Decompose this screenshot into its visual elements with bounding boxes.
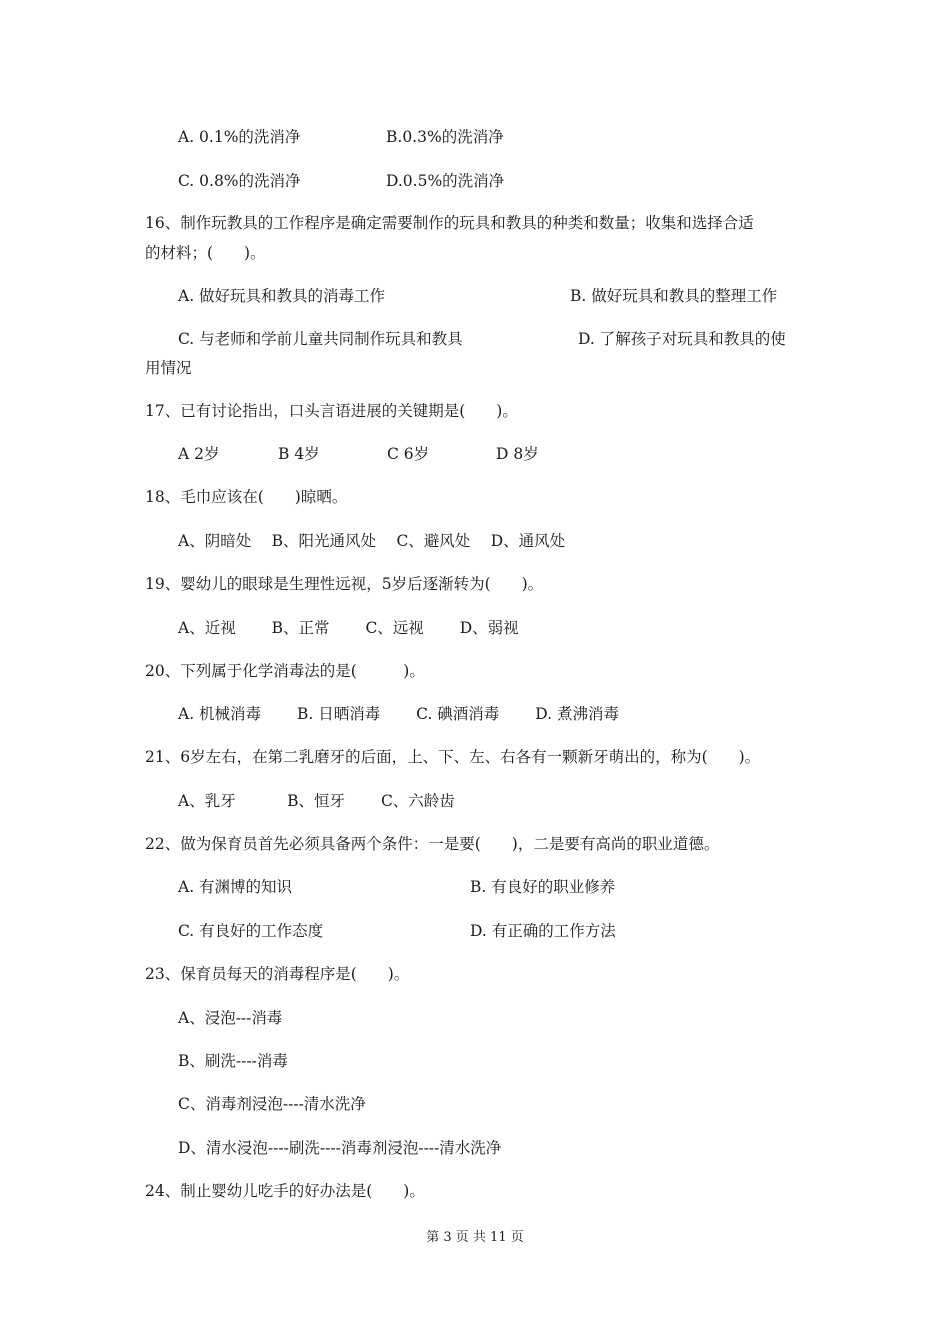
q15-option-c: C. 0.8%的洗消净: [178, 172, 301, 190]
q16-option-b: B. 做好玩具和教具的整理工作: [570, 287, 778, 305]
q23-option-d: D、清水浸泡----刷洗----消毒剂浸泡----清水洗净: [178, 1139, 502, 1157]
q16-option-d: D. 了解孩子对玩具和教具的使: [578, 330, 786, 348]
q19-text: 19、婴幼儿的眼球是生理性远视，5岁后逐渐转为( )。: [145, 575, 544, 593]
q21-text: 21、6岁左右，在第二乳磨牙的后面，上、下、左、右各有一颗新牙萌出的，称为( )。: [145, 748, 761, 766]
q18-text: 18、毛巾应该在( )晾晒。: [145, 488, 348, 506]
q17-option-a: A 2岁: [178, 445, 220, 463]
q17-option-d: D 8岁: [496, 445, 539, 463]
q23-option-b: B、刷洗----消毒: [178, 1052, 288, 1070]
q17-option-c: C 6岁: [387, 445, 430, 463]
q23-text: 23、保育员每天的消毒程序是( )。: [145, 965, 410, 983]
q18-options: A、阴暗处 B、阳光通风处 C、避风处 D、通风处: [178, 532, 566, 550]
q20-options: A. 机械消毒 B. 日晒消毒 C. 碘酒消毒 D. 煮沸消毒: [178, 705, 619, 723]
q16-text-line2: 的材料；( )。: [145, 244, 266, 262]
q19-options: A、近视 B、正常 C、远视 D、弱视: [178, 619, 519, 637]
q23-option-c: C、消毒剂浸泡----清水洗净: [178, 1095, 366, 1113]
q15-option-d: D.0.5%的洗消净: [386, 172, 505, 190]
q17-option-b: B 4岁: [278, 445, 320, 463]
q21-options: A、乳牙 B、恒牙 C、六龄齿: [178, 792, 455, 810]
q22-option-a: A. 有渊博的知识: [178, 878, 293, 896]
q16-option-d-continued: 用情况: [145, 359, 192, 377]
q24-text: 24、制止婴幼儿吃手的好办法是( )。: [145, 1182, 425, 1200]
q22-option-d: D. 有正确的工作方法: [470, 922, 616, 940]
q22-option-c: C. 有良好的工作态度: [178, 922, 324, 940]
q16-text-line1: 16、制作玩教具的工作程序是确定需要制作的玩具和教具的种类和数量；收集和选择合适: [145, 214, 754, 232]
page-footer: 第 3 页 共 11 页: [426, 1230, 524, 1245]
q20-text: 20、下列属于化学消毒法的是( )。: [145, 662, 425, 680]
q17-text: 17、已有讨论指出，口头言语进展的关键期是( )。: [145, 402, 518, 420]
q16-option-c: C. 与老师和学前儿童共同制作玩具和教具: [178, 330, 463, 348]
q22-text: 22、做为保育员首先必须具备两个条件：一是要( )，二是要有高尚的职业道德。: [145, 835, 720, 853]
q15-option-b: B.0.3%的洗消净: [386, 128, 504, 146]
q23-option-a: A、浸泡---消毒: [178, 1009, 283, 1027]
q15-option-a: A. 0.1%的洗消净: [178, 128, 301, 146]
q22-option-b: B. 有良好的职业修养: [470, 878, 616, 896]
q16-option-a: A. 做好玩具和教具的消毒工作: [178, 287, 386, 305]
